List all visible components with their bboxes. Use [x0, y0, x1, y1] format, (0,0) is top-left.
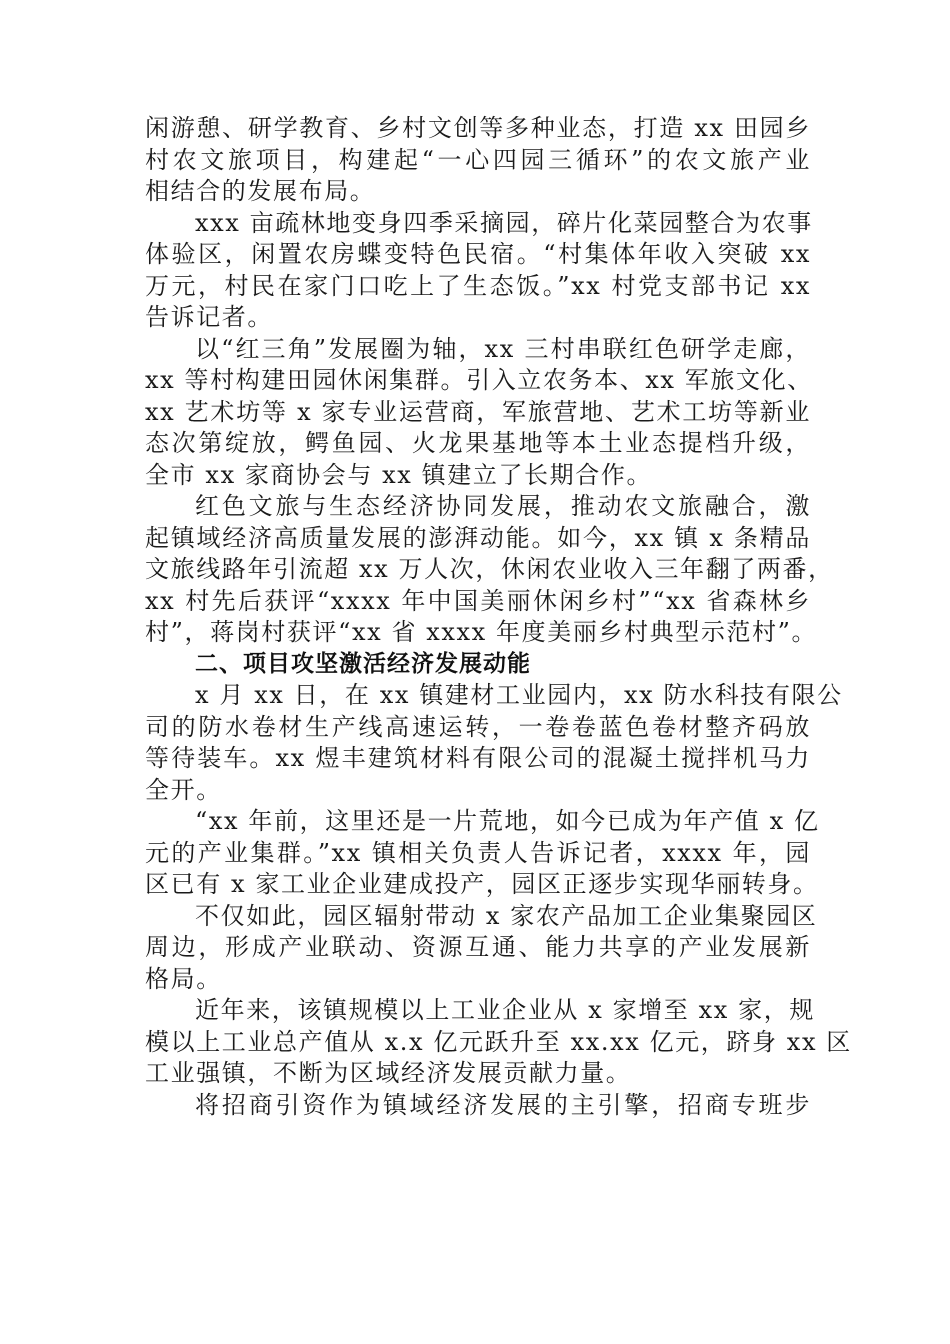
paragraph-line: 司的防水卷材生产线高速运转，一卷卷蓝色卷材整齐码放	[145, 712, 811, 741]
paragraph-line: 周边，形成产业联动、资源互通、能力共享的产业发展新	[145, 933, 811, 961]
paragraph	[145, 995, 852, 1090]
paragraph-line: 模以上工业总产值从 x.x 亿元跃升至 xx.xx 亿元，跻身 xx 区	[145, 1027, 852, 1056]
paragraph-line: “xx 年前，这里还是一片荒地，如今已成为年产值 x 亿	[195, 807, 820, 835]
paragraph	[145, 334, 811, 492]
paragraph-line: x 月 xx 日，在 xx 镇建材工业园内，xx 防水科技有限公	[195, 681, 843, 709]
section-heading: 二、项目攻坚激活经济发展动能	[195, 650, 531, 677]
paragraph-line: xx 艺术坊等 x 家专业运营商，军旅营地、艺术工坊等新业	[145, 397, 811, 426]
paragraph-line: 告诉记者。	[145, 303, 273, 331]
paragraph-line: 相结合的发展布局。	[145, 177, 376, 205]
paragraph-line: 文旅线路年引流超 xx 万人次，休闲农业收入三年翻了两番，	[145, 555, 834, 583]
paragraph-line: xx 等村构建田园休闲集群。引入立农务本、xx 军旅文化、	[145, 366, 813, 394]
paragraph-line: 态次第绽放，鳄鱼园、火龙果基地等本土业态提档升级，	[145, 429, 811, 457]
paragraph-line: 格局。	[145, 964, 222, 993]
document-body	[145, 113, 852, 1121]
paragraph	[145, 806, 820, 901]
paragraph-line: 将招商引资作为镇域经济发展的主引擎，招商专班步	[195, 1090, 811, 1119]
paragraph	[145, 1090, 811, 1122]
paragraph-line: 区已有 x 家工业企业建成投产，园区正逐步实现华丽转身。	[145, 870, 819, 898]
paragraph	[145, 113, 811, 208]
paragraph-line: xx 村先后获评“xxxx 年中国美丽休闲乡村”“xx 省森林乡	[145, 586, 811, 615]
paragraph-line: 等待装车。xx 煜丰建筑材料有限公司的混凝土搅拌机马力	[145, 744, 811, 772]
paragraph-line: 起镇域经济高质量发展的澎湃动能。如今，xx 镇 x 条精品	[145, 523, 811, 552]
paragraph-line: xxx 亩疏林地变身四季采摘园，碎片化菜园整合为农事	[195, 208, 813, 237]
paragraph	[145, 208, 811, 334]
paragraph-line: 近年来，该镇规模以上工业企业从 x 家增至 xx 家，规	[195, 996, 815, 1024]
paragraph-line: 以“红三角”发展圈为轴，xx 三村串联红色研学走廊，	[195, 334, 811, 363]
paragraph-line: 红色文旅与生态经济协同发展，推动农文旅融合，激	[195, 492, 811, 520]
paragraph	[145, 680, 843, 806]
paragraph-line: 元的产业集群。”xx 镇相关负责人告诉记者，xxxx 年，园	[145, 838, 811, 867]
paragraph-line: 全市 xx 家商协会与 xx 镇建立了长期合作。	[145, 460, 653, 489]
paragraph	[145, 491, 834, 649]
paragraph-line: 不仅如此，园区辐射带动 x 家农产品加工企业集聚园区	[195, 901, 818, 930]
paragraph-line: 闲游憩、研学教育、乡村文创等多种业态，打造 xx 田园乡	[145, 114, 811, 142]
paragraph-line: 万元，村民在家门口吃上了生态饭。”xx 村党支部书记 xx	[145, 271, 811, 300]
paragraph-line: 体验区，闲置农房蝶变特色民宿。“村集体年收入突破 xx	[145, 240, 811, 268]
paragraph-line: 全开。	[145, 775, 222, 804]
paragraph-line: 村农文旅项目，构建起“一心四园三循环”的农文旅产业	[145, 145, 811, 174]
paragraph-line: 工业强镇，不断为区域经济发展贡献力量。	[145, 1059, 632, 1087]
paragraph	[145, 901, 818, 996]
paragraph-line: 村”，蒋岗村获评“xx 省 xxxx 年度美丽乡村典型示范村”。	[145, 618, 818, 646]
